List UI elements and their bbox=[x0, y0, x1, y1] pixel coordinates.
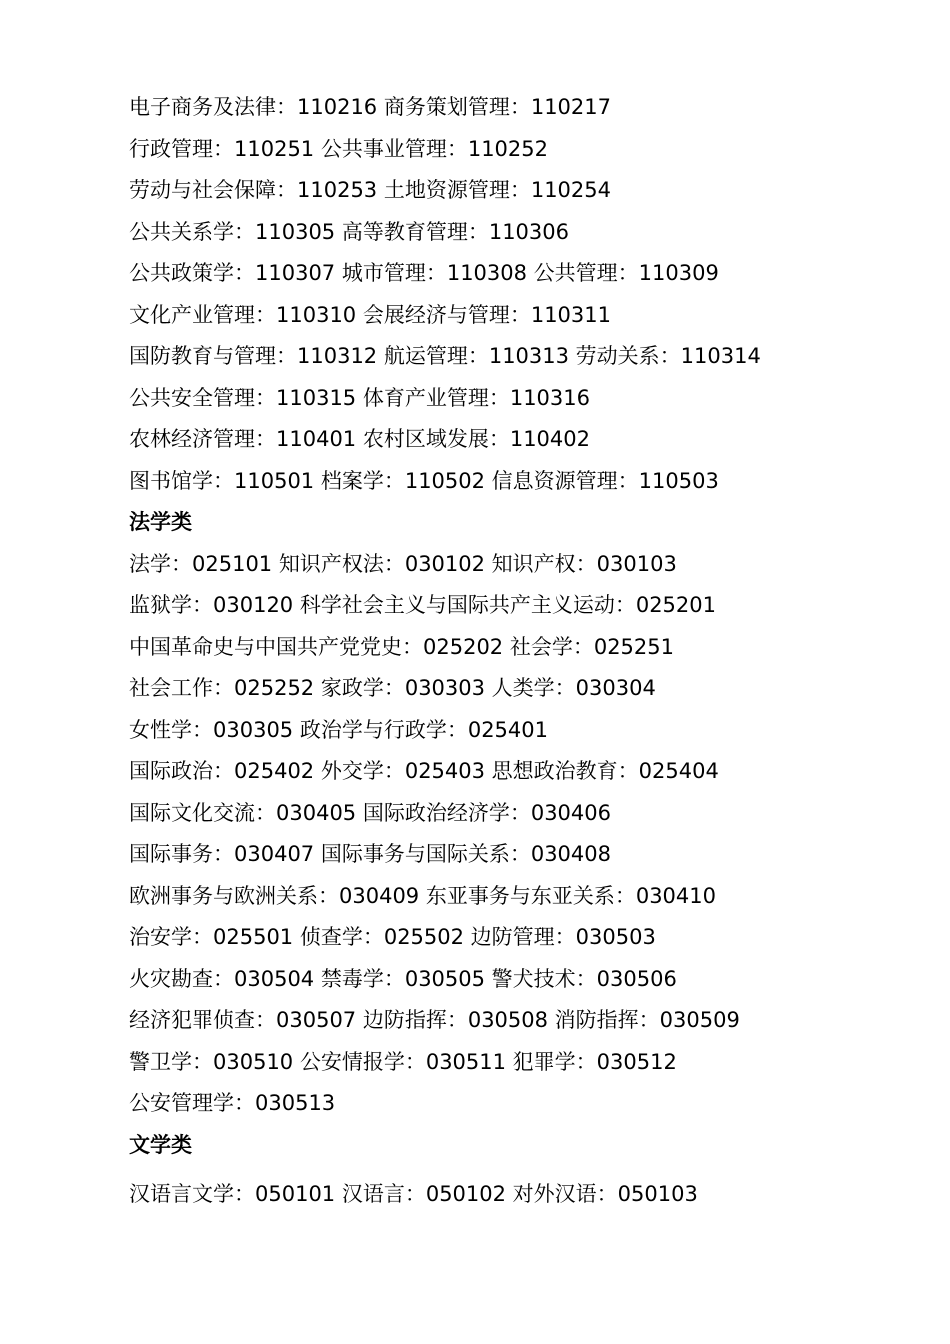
text-line: 女性学：030305 政治学与行政学：025401 bbox=[129, 717, 549, 742]
text-line: 法学：025101 知识产权法：030102 知识产权：030103 bbox=[129, 551, 677, 576]
text-line: 公共政策学：110307 城市管理：110308 公共管理：110309 bbox=[129, 261, 719, 285]
spacer bbox=[129, 1166, 909, 1174]
text-line: 欧洲事务与欧洲关系：030409 东亚事务与东亚关系：030410 bbox=[129, 883, 717, 908]
text-line: 文化产业管理：110310 会展经济与管理：110311 bbox=[129, 302, 612, 327]
text-line: 经济犯罪侦查：030507 边防指挥：030508 消防指挥：030509 bbox=[129, 1008, 740, 1032]
text-line: 国际政治：025402 外交学：025403 思想政治教育：025404 bbox=[129, 759, 719, 783]
text-line: 劳动与社会保障：110253 土地资源管理：110254 bbox=[129, 178, 612, 202]
text-line: 中国革命史与中国共产党党史：025202 社会学：025251 bbox=[129, 634, 675, 659]
text-line: 农林经济管理：110401 农村区域发展：110402 bbox=[129, 427, 591, 451]
text-line: 行政管理：110251 公共事业管理：110252 bbox=[129, 136, 549, 161]
text-line: 警卫学：030510 公安情报学：030511 犯罪学：030512 bbox=[129, 1049, 677, 1074]
text-line: 公共安全管理：110315 体育产业管理：110316 bbox=[129, 385, 591, 410]
text-line: 监狱学：030120 科学社会主义与国际共产主义运动：025201 bbox=[129, 593, 717, 617]
text-line: 公共关系学：110305 高等教育管理：110306 bbox=[129, 219, 570, 244]
text-line: 治安学：025501 侦查学：025502 边防管理：030503 bbox=[129, 925, 656, 949]
text-line: 汉语言文学：050101 汉语言：050102 对外汉语：050103 bbox=[129, 1182, 698, 1206]
text-line: 国防教育与管理：110312 航运管理：110313 劳动关系：110314 bbox=[129, 344, 761, 368]
section-heading-law: 法学类 bbox=[129, 510, 192, 534]
document-page bbox=[129, 87, 909, 1216]
text-line: 公安管理学：030513 bbox=[129, 1091, 336, 1115]
text-line: 火灾勘查：030504 禁毒学：030505 警犬技术：030506 bbox=[129, 966, 677, 991]
text-line: 社会工作：025252 家政学：030303 人类学：030304 bbox=[129, 676, 656, 700]
section-heading-literature: 文学类 bbox=[129, 1132, 192, 1157]
text-line: 国际事务：030407 国际事务与国际关系：030408 bbox=[129, 842, 612, 866]
text-line: 电子商务及法律：110216 商务策划管理：110217 bbox=[129, 95, 612, 119]
text-line: 国际文化交流：030405 国际政治经济学：030406 bbox=[129, 800, 612, 825]
text-line: 图书馆学：110501 档案学：110502 信息资源管理：110503 bbox=[129, 468, 719, 493]
